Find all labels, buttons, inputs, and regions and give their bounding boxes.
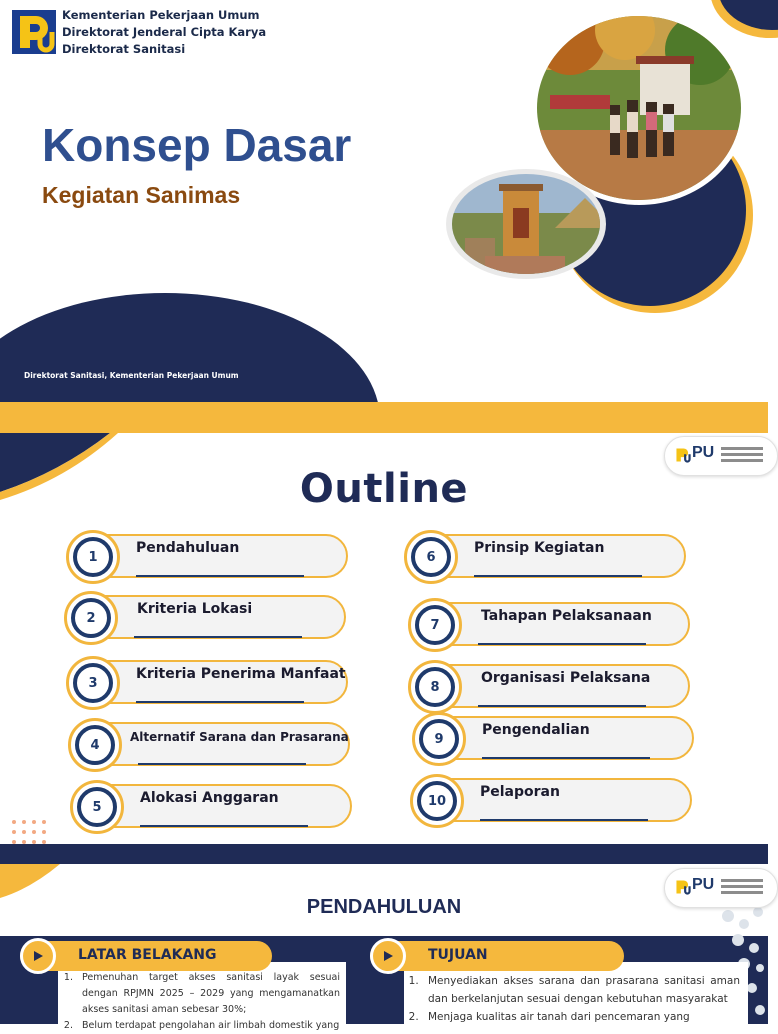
underline-accent bbox=[482, 757, 650, 759]
outline-item-label: Prinsip Kegiatan bbox=[474, 540, 605, 556]
outline-item-pill bbox=[88, 722, 350, 766]
outline-item[interactable] bbox=[408, 660, 698, 716]
organization-name-block bbox=[62, 7, 266, 58]
outline-item-label: Tahapan Pelaksanaan bbox=[481, 608, 652, 624]
outline-item[interactable] bbox=[64, 591, 354, 647]
tujuan-point: 1. Menyediakan akses sarana dan prasarana sanitasi aman dan berkelanjutan sesuai dengan kebutuhan masyarakat bbox=[422, 972, 740, 1008]
underline-accent bbox=[138, 763, 306, 765]
outline-slide bbox=[0, 402, 768, 864]
outline-number-circle bbox=[66, 656, 120, 710]
pu-badge-text: PU bbox=[692, 876, 715, 893]
outline-item-label: Alokasi Anggaran bbox=[140, 790, 279, 806]
latar-belakang-point: 2. Belum terdapat pengolahan air limbah domestik yang bbox=[76, 1018, 340, 1034]
cover-footer-text: Direktorat Sanitasi, Kementerian Pekerjaan Umum bbox=[24, 371, 239, 380]
underline-accent bbox=[478, 643, 646, 645]
underline-accent bbox=[140, 825, 308, 827]
underline-accent bbox=[474, 575, 642, 577]
outline-item-label: Pengendalian bbox=[482, 722, 590, 738]
tujuan-heading: TUJUAN bbox=[428, 947, 488, 963]
outline-item[interactable] bbox=[412, 712, 702, 768]
outline-number: 5 bbox=[77, 787, 117, 827]
latar-belakang-panel bbox=[58, 962, 346, 1031]
underline-accent bbox=[136, 575, 304, 577]
outline-number: 9 bbox=[419, 719, 459, 759]
outline-item-pill bbox=[430, 778, 692, 822]
underline-accent bbox=[134, 636, 302, 638]
tujuan-point: 2. Menjaga kualitas air tanah dari pencemaran yang bbox=[422, 1008, 740, 1026]
play-arrow-icon bbox=[32, 950, 44, 962]
latar-belakang-heading: LATAR BELAKANG bbox=[78, 947, 217, 963]
underline-accent bbox=[478, 705, 646, 707]
tujuan-header bbox=[370, 941, 624, 971]
outline-item-label: Alternatif Sarana dan Prasarana bbox=[130, 730, 349, 744]
pendahuluan-title: PENDAHULUAN bbox=[306, 896, 462, 918]
pu-logo-icon bbox=[675, 447, 691, 463]
pendahuluan-slide bbox=[0, 864, 768, 1031]
outline-item[interactable] bbox=[410, 774, 700, 830]
outline-number: 4 bbox=[75, 725, 115, 765]
outline-number: 1 bbox=[73, 537, 113, 577]
play-arrow-icon bbox=[382, 950, 394, 962]
outline-number-circle bbox=[408, 598, 462, 652]
org-line: Direktorat Sanitasi bbox=[62, 42, 186, 56]
cover-slide bbox=[0, 0, 768, 402]
pu-logo-icon bbox=[12, 10, 56, 54]
pu-badge-subtext bbox=[721, 447, 763, 465]
underline-accent bbox=[136, 701, 304, 703]
outline-number: 10 bbox=[417, 781, 457, 821]
latar-belakang-point: 1. Pemenuhan target akses sanitasi layak sesuai dengan RPJMN 2025 – 2029 yang mengamanatkan akses sanitasi aman sebesar 30%; bbox=[76, 970, 340, 1018]
pu-badge-text: PU bbox=[692, 444, 715, 461]
outline-item[interactable] bbox=[70, 780, 360, 836]
outline-number: 2 bbox=[71, 598, 111, 638]
outline-number: 6 bbox=[411, 537, 451, 577]
outline-item-label: Kriteria Lokasi bbox=[137, 601, 253, 617]
outline-number-circle bbox=[404, 530, 458, 584]
outline-item-label: Pelaporan bbox=[480, 784, 560, 800]
outline-item[interactable] bbox=[66, 530, 356, 586]
outline-number-circle bbox=[410, 774, 464, 828]
outline-number-circle bbox=[70, 780, 124, 834]
outline-number: 8 bbox=[415, 667, 455, 707]
outline-number: 3 bbox=[73, 663, 113, 703]
outline-number-circle bbox=[408, 660, 462, 714]
outline-item[interactable] bbox=[66, 656, 356, 712]
outline-item-label: Kriteria Penerima Manfaat bbox=[136, 666, 346, 682]
outline-bottom-band bbox=[0, 844, 768, 864]
latar-belakang-header bbox=[20, 941, 272, 971]
outline-number-circle bbox=[412, 712, 466, 766]
outline-item[interactable] bbox=[408, 598, 698, 654]
tujuan-panel bbox=[404, 962, 748, 1024]
outline-number: 7 bbox=[415, 605, 455, 645]
pu-badge-subtext bbox=[721, 879, 763, 897]
outline-item-label: Organisasi Pelaksana bbox=[481, 670, 651, 686]
sanitation-building-photo bbox=[445, 168, 607, 280]
outline-item-label: Pendahuluan bbox=[136, 540, 240, 556]
org-line: Kementerian Pekerjaan Umum bbox=[62, 8, 260, 22]
cover-subtitle: Kegiatan Sanimas bbox=[42, 182, 241, 208]
org-line: Direktorat Jenderal Cipta Karya bbox=[62, 25, 267, 39]
cover-title: Konsep Dasar bbox=[42, 119, 352, 171]
underline-accent bbox=[480, 819, 648, 821]
outline-title: Outline bbox=[299, 466, 469, 512]
pu-logo-icon bbox=[675, 879, 691, 895]
outline-item[interactable] bbox=[404, 530, 694, 586]
outline-number-circle bbox=[64, 591, 118, 645]
outline-item[interactable] bbox=[68, 718, 358, 774]
outline-number-circle bbox=[66, 530, 120, 584]
outline-number-circle bbox=[68, 718, 122, 772]
